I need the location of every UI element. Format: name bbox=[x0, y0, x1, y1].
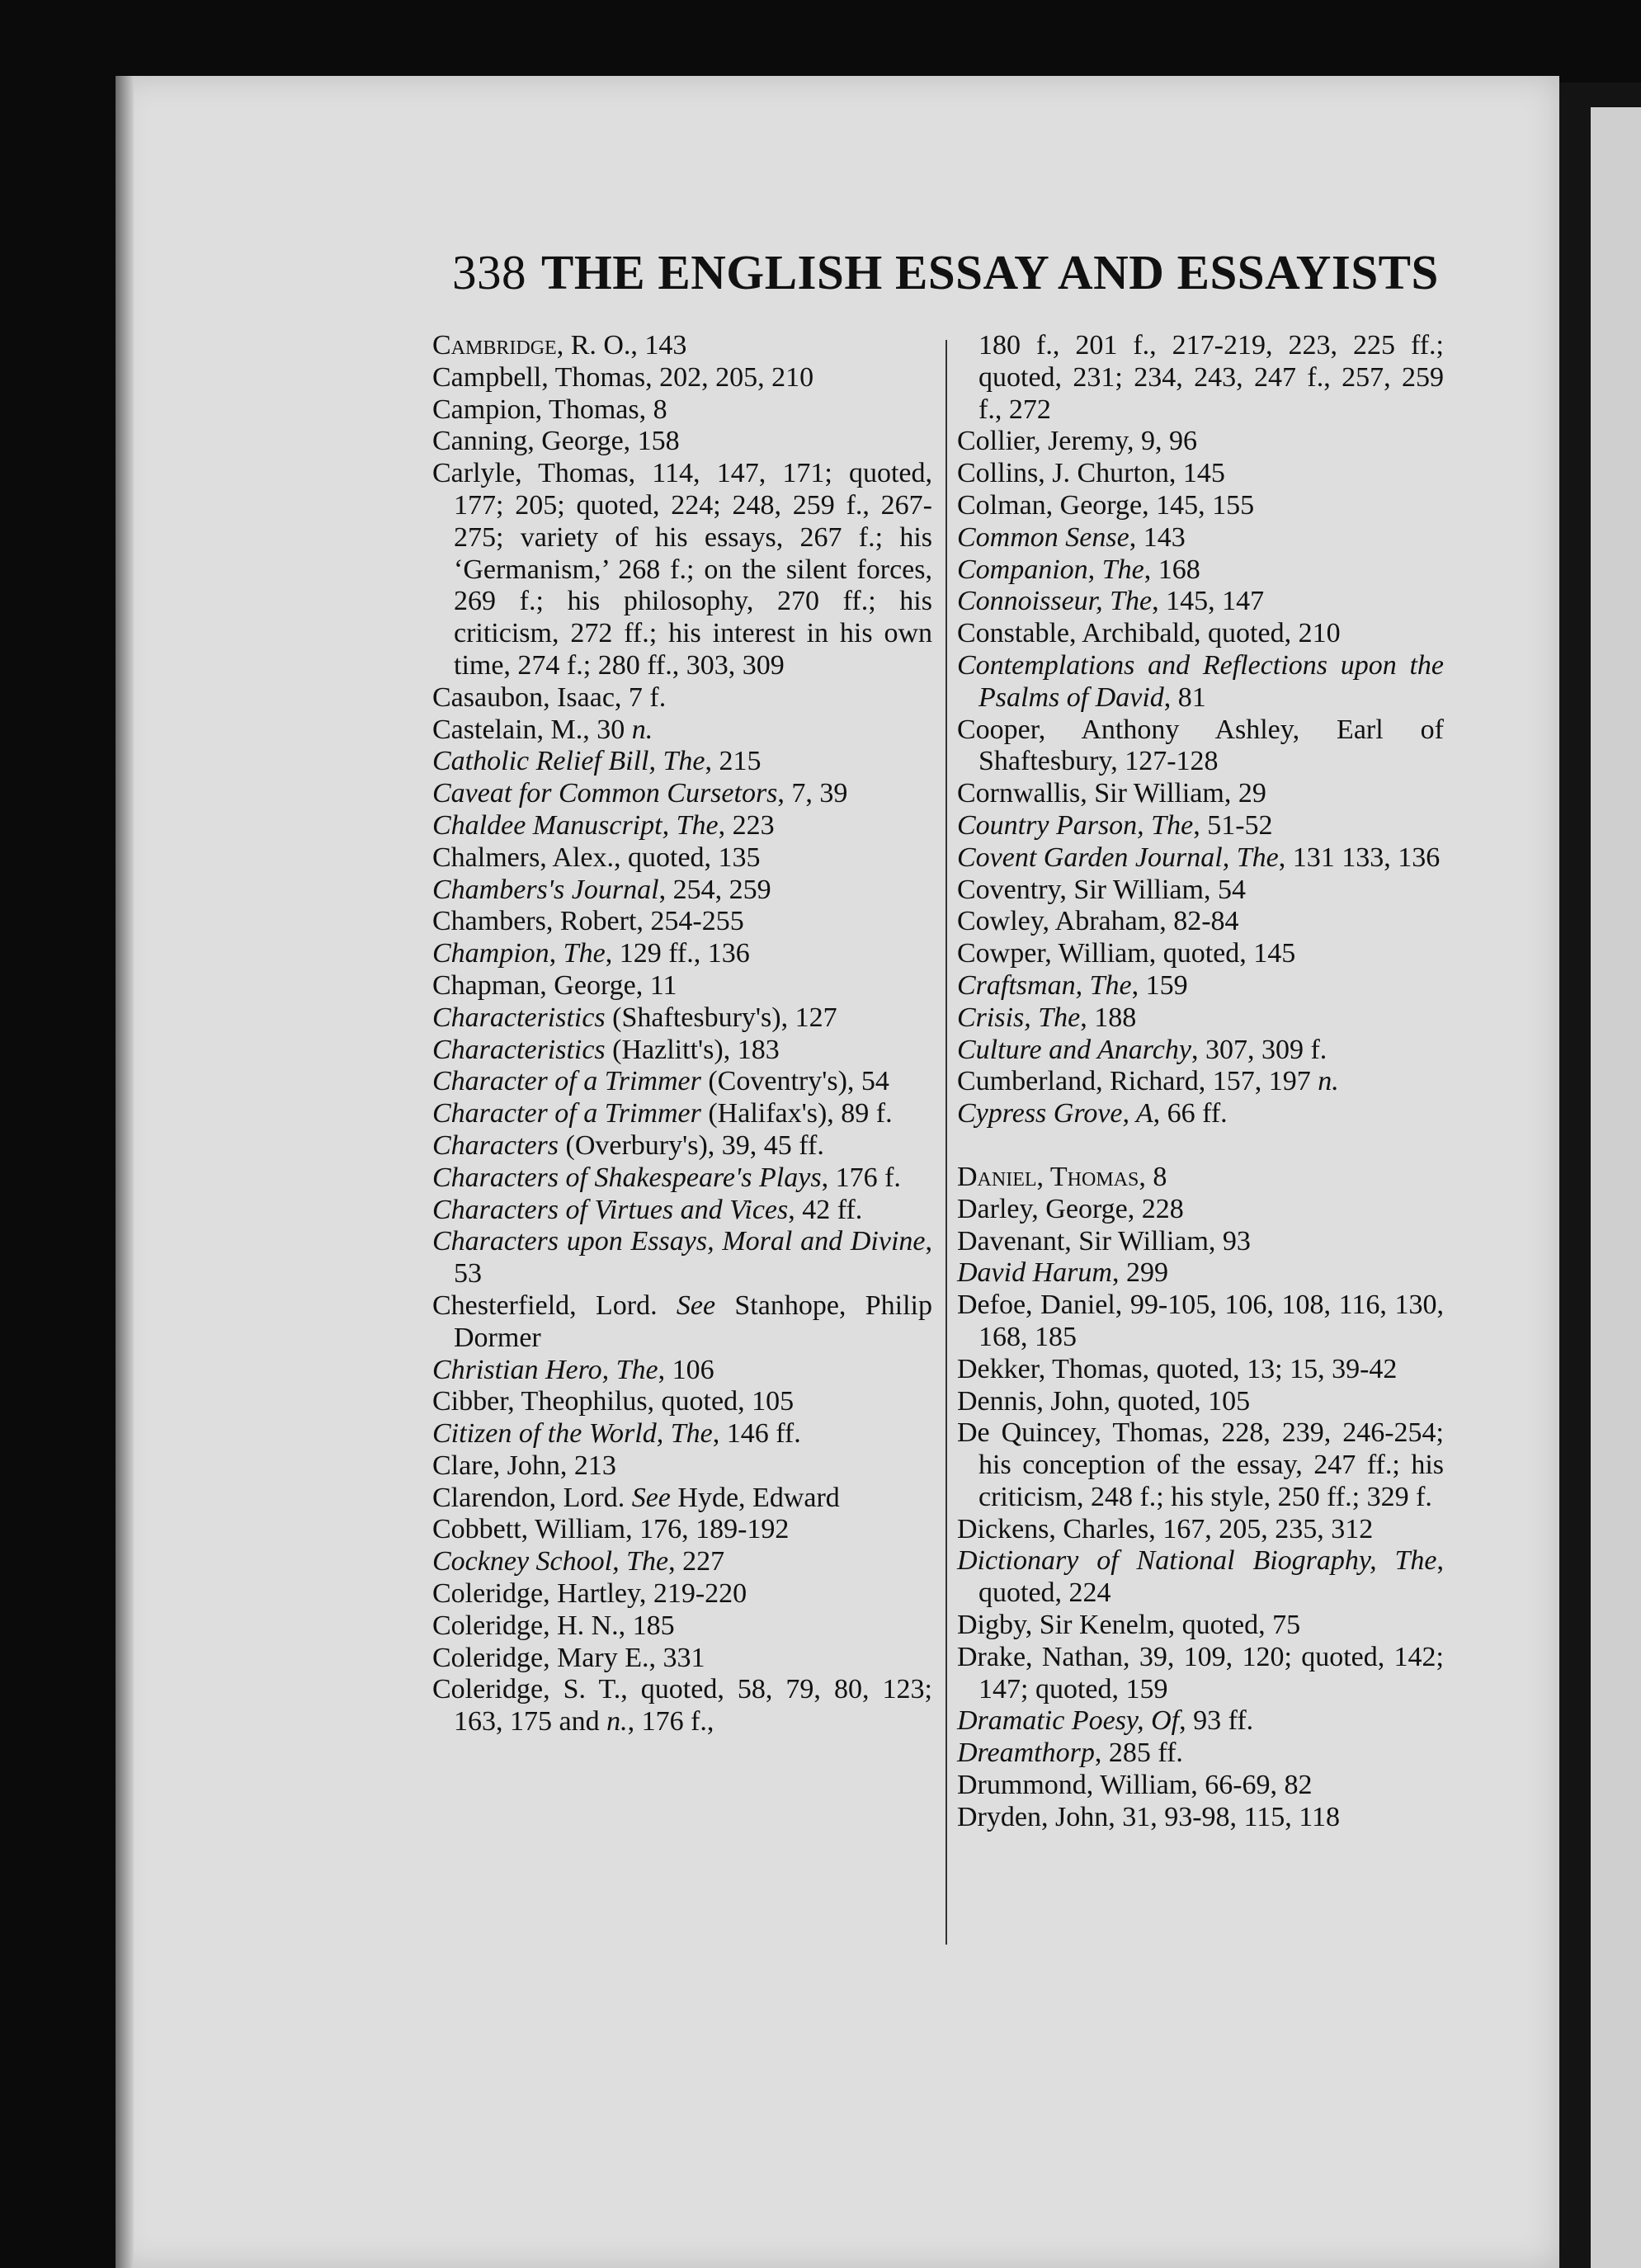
entry-title: Cypress Grove, A bbox=[957, 1098, 1153, 1129]
index-entry bbox=[957, 554, 1444, 587]
entry-pre: Clare, John, 213 bbox=[432, 1450, 616, 1481]
index-entry bbox=[432, 1514, 932, 1546]
entry-post: , 145, 147 bbox=[1152, 586, 1265, 617]
entry-pre: Davenant, Sir William, 93 bbox=[957, 1225, 1251, 1257]
entry-post: , 7, 39 bbox=[777, 778, 848, 809]
index-entry bbox=[957, 1098, 1444, 1130]
entry-title: Dictionary of National Biography, The bbox=[957, 1545, 1437, 1577]
entry-post: , 8 bbox=[1139, 1161, 1167, 1192]
entry-post: , 143 bbox=[1129, 521, 1186, 553]
index-entry bbox=[957, 1066, 1444, 1098]
entry-title: Caveat for Common Cursetors bbox=[432, 778, 778, 809]
entry-pre: Casaubon, Isaac, 7 f. bbox=[432, 681, 667, 713]
entry-title: n. bbox=[631, 714, 653, 745]
index-entry bbox=[957, 1738, 1444, 1770]
entry-post: Hyde, Edward bbox=[670, 1482, 840, 1513]
entry-post: Stanhope, Philip Dormer bbox=[454, 1290, 932, 1353]
entry-title: Characters bbox=[432, 1129, 559, 1161]
entry-title: Covent Garden Journal, The bbox=[957, 842, 1279, 873]
entry-post: , R. O., 143 bbox=[556, 330, 687, 361]
entry-post: , quoted, 224 bbox=[978, 1545, 1444, 1609]
entry-post: , 285 ff. bbox=[1094, 1738, 1183, 1769]
index-entry bbox=[432, 906, 932, 938]
entry-post: , 53 bbox=[454, 1226, 932, 1290]
entry-title: Cockney School, The bbox=[432, 1546, 669, 1577]
entry-post: , 129 ff., 136 bbox=[605, 938, 750, 969]
entry-title: See bbox=[676, 1290, 716, 1321]
entry-post: , 146 ff. bbox=[712, 1418, 801, 1450]
entry-pre: Dickens, Charles, 167, 205, 235, 312 bbox=[957, 1513, 1374, 1544]
entry-post: (Coventry's), 54 bbox=[700, 1066, 889, 1097]
index-entry bbox=[432, 1610, 932, 1643]
index-entry bbox=[432, 458, 932, 682]
index-entry bbox=[957, 1642, 1444, 1706]
index-entry-continuation: 180 f., 201 f., 217-219, 223, 225 ff.; quoted, 231; 234, 243, 247 f., 257, 259 f., 272 bbox=[978, 330, 1444, 425]
entry-title: David Harum bbox=[957, 1257, 1112, 1289]
entry-post: (Hazlitt's), 183 bbox=[605, 1034, 780, 1065]
index-entry bbox=[957, 1354, 1444, 1386]
index-entry bbox=[432, 1643, 932, 1675]
entry-post: , 81 bbox=[1163, 681, 1206, 713]
entry-title: Characters of Virtues and Vices bbox=[432, 1194, 789, 1225]
index-entry bbox=[432, 1578, 932, 1610]
entry-pre: Canning, George, 158 bbox=[432, 426, 680, 457]
index-entry bbox=[432, 1002, 932, 1035]
entry-post: , 51-52 bbox=[1193, 809, 1273, 841]
index-entry bbox=[432, 394, 932, 427]
index-entry bbox=[432, 1035, 932, 1067]
index-entry bbox=[432, 1130, 932, 1162]
index-entry bbox=[957, 938, 1444, 970]
index-entry bbox=[432, 714, 932, 747]
page-number: 338 bbox=[452, 245, 526, 299]
entry-pre: Colman, George, 145, 155 bbox=[957, 489, 1255, 521]
entry-title: Craftsman, The bbox=[957, 969, 1132, 1001]
entry-pre: Constable, Archibald, quoted, 210 bbox=[957, 618, 1341, 649]
index-entry bbox=[957, 906, 1444, 938]
index-entry bbox=[957, 458, 1444, 490]
entry-post: (Overbury's), 39, 45 ff. bbox=[559, 1129, 824, 1161]
column-divider bbox=[945, 340, 947, 1945]
entry-post: , 227 bbox=[668, 1546, 725, 1577]
running-header bbox=[452, 244, 1439, 301]
entry-post: , 254, 259 bbox=[658, 874, 771, 905]
index-entry bbox=[957, 1610, 1444, 1642]
index-entry bbox=[432, 1066, 932, 1098]
running-title: THE ENGLISH ESSAY AND ESSAYISTS bbox=[541, 245, 1439, 299]
entry-title: Dramatic Poesy, Of bbox=[957, 1705, 1180, 1737]
index-entry bbox=[432, 1674, 932, 1738]
entry-post: , 188 bbox=[1080, 1002, 1137, 1033]
entry-title: Characteristics bbox=[432, 1002, 606, 1033]
index-entry bbox=[957, 810, 1444, 842]
index-entry bbox=[432, 938, 932, 970]
entry-pre: Campbell, Thomas, 202, 205, 210 bbox=[432, 361, 814, 393]
index-entry bbox=[432, 1418, 932, 1450]
entry-pre: Cumberland, Richard, 157, 197 bbox=[957, 1066, 1318, 1097]
entry-pre: Carlyle, Thomas, 114, 147, 171; quoted, 177; 205; quoted, 224; 248, 259 f., 267-275; variety of his essays, 267 f.; his ‘Germanism,’ 268 f.; on the silent forces, 269 f.; his philosophy, 270 ff.; his criticism, 272 ff.; his interest in his own time, 274 f.; 280 ff., 303, 309 bbox=[432, 458, 932, 681]
index-entry bbox=[432, 1226, 932, 1290]
entry-title: Character of a Trimmer bbox=[432, 1066, 701, 1097]
index-entry bbox=[957, 522, 1444, 554]
entry-sc: Cambridge bbox=[432, 330, 557, 361]
entry-pre: Chalmers, Alex., quoted, 135 bbox=[432, 842, 761, 873]
index-entry bbox=[432, 778, 932, 810]
entry-title: Dreamthorp bbox=[957, 1738, 1095, 1769]
entry-pre: Cornwallis, Sir William, 29 bbox=[957, 778, 1266, 809]
index-column-right bbox=[957, 330, 1444, 1834]
entry-title: Common Sense bbox=[957, 521, 1129, 553]
index-entry bbox=[432, 810, 932, 842]
entry-pre: De Quincey, Thomas, 228, 239, 246-254; his conception of the essay, 247 ff.; his criticism, 248 f.; his style, 250 ff.; 329 f. bbox=[957, 1417, 1444, 1512]
letter-section-gap bbox=[957, 1130, 1444, 1162]
index-entry bbox=[957, 875, 1444, 907]
index-entry bbox=[957, 1386, 1444, 1418]
entry-pre: Defoe, Daniel, 99-105, 106, 108, 116, 130, 168, 185 bbox=[957, 1290, 1444, 1352]
index-entry bbox=[432, 1483, 932, 1515]
entry-title: Culture and Anarchy bbox=[957, 1034, 1191, 1065]
entry-post: , 131 133, 136 bbox=[1278, 842, 1441, 873]
index-entry bbox=[432, 1386, 932, 1418]
index-entry bbox=[957, 1162, 1444, 1194]
entry-title: See bbox=[631, 1482, 671, 1513]
index-entry bbox=[432, 330, 932, 362]
entry-pre: Collins, J. Churton, 145 bbox=[957, 458, 1225, 489]
entry-pre: Chambers, Robert, 254-255 bbox=[432, 906, 744, 937]
entry-post: (Shaftesbury's), 127 bbox=[605, 1002, 837, 1033]
entry-title: Country Parson, The bbox=[957, 809, 1194, 841]
entry-post: , 42 ff. bbox=[788, 1194, 863, 1225]
entry-post: , 176 f. bbox=[821, 1162, 901, 1193]
entry-post: , 93 ff. bbox=[1179, 1705, 1254, 1737]
entry-sc: Daniel, Thomas bbox=[957, 1161, 1139, 1192]
index-entry bbox=[432, 1195, 932, 1227]
index-entry bbox=[957, 650, 1444, 714]
entry-title: Contemplations and Reflections upon the Psalms of David bbox=[957, 649, 1444, 713]
index-entry bbox=[432, 1098, 932, 1130]
entry-post: , 307, 309 f. bbox=[1191, 1034, 1327, 1065]
index-entry bbox=[957, 1290, 1444, 1354]
entry-title: Characteristics bbox=[432, 1034, 606, 1065]
entry-pre: Coleridge, Hartley, 219-220 bbox=[432, 1578, 747, 1610]
entry-pre: Coleridge, Mary E., 331 bbox=[432, 1642, 705, 1673]
index-entry bbox=[432, 1546, 932, 1578]
entry-title: Chambers's Journal bbox=[432, 874, 659, 905]
entry-pre: Cooper, Anthony Ashley, Earl of Shaftesbury, 127-128 bbox=[957, 714, 1444, 777]
index-entry bbox=[957, 1035, 1444, 1067]
entry-title: Characters of Shakespeare's Plays bbox=[432, 1162, 822, 1193]
entry-pre: Dekker, Thomas, quoted, 13; 15, 39-42 bbox=[957, 1353, 1398, 1384]
index-column-left bbox=[432, 330, 932, 1738]
entry-title: Character of a Trimmer bbox=[432, 1098, 701, 1129]
index-entry bbox=[957, 426, 1444, 458]
index-entry bbox=[432, 362, 932, 394]
index-entry bbox=[432, 682, 932, 714]
index-entry bbox=[957, 1705, 1444, 1738]
index-entry bbox=[957, 714, 1444, 779]
entry-pre: Darley, George, 228 bbox=[957, 1193, 1184, 1224]
index-entry bbox=[957, 1257, 1444, 1290]
index-entry bbox=[957, 1417, 1444, 1513]
entry-title: Champion, The bbox=[432, 938, 606, 969]
entry-pre: Cobbett, William, 176, 189-192 bbox=[432, 1514, 790, 1545]
entry-title: n. bbox=[1318, 1066, 1339, 1097]
entry-post: , 66 ff. bbox=[1153, 1098, 1228, 1129]
entry-pre: Cowper, William, quoted, 145 bbox=[957, 938, 1296, 969]
index-entry bbox=[957, 1002, 1444, 1035]
entry-title: Characters upon Essays, Moral and Divine bbox=[432, 1226, 926, 1257]
entry-pre: Clarendon, Lord. bbox=[432, 1482, 632, 1513]
entry-pre: Drummond, William, 66-69, 82 bbox=[957, 1770, 1313, 1801]
entry-pre: Castelain, M., 30 bbox=[432, 714, 632, 745]
index-entry bbox=[957, 1545, 1444, 1610]
index-entry bbox=[957, 586, 1444, 618]
entry-title: Citizen of the World, The bbox=[432, 1418, 713, 1450]
index-entry bbox=[957, 618, 1444, 650]
entry-pre: Coleridge, S. T., quoted, 58, 79, 80, 123; 163, 175 and bbox=[432, 1674, 932, 1738]
index-entry bbox=[957, 970, 1444, 1002]
entry-pre: Cibber, Theophilus, quoted, 105 bbox=[432, 1386, 795, 1417]
entry-title: Christian Hero, The bbox=[432, 1354, 658, 1385]
entry-title: n. bbox=[606, 1706, 628, 1738]
entry-post: (Halifax's), 89 f. bbox=[700, 1098, 893, 1129]
entry-title: Chaldee Manuscript, The bbox=[432, 809, 719, 841]
entry-title: Catholic Relief Bill, The bbox=[432, 746, 705, 777]
entry-post: , 106 bbox=[658, 1354, 714, 1385]
entry-pre: Chesterfield, Lord. bbox=[432, 1290, 677, 1321]
entry-post: , 159 bbox=[1131, 969, 1188, 1001]
index-entry bbox=[432, 426, 932, 458]
index-entry bbox=[957, 1514, 1444, 1546]
index-entry bbox=[432, 842, 932, 875]
index-entry bbox=[957, 1194, 1444, 1226]
index-entry bbox=[432, 1355, 932, 1387]
entry-post: , 299 bbox=[1111, 1257, 1168, 1289]
entry-pre: Coventry, Sir William, 54 bbox=[957, 874, 1246, 905]
entry-post: , 168 bbox=[1144, 554, 1200, 585]
entry-title: Companion, The bbox=[957, 554, 1144, 585]
page-shadow-edge bbox=[116, 76, 134, 2268]
entry-pre: Dryden, John, 31, 93-98, 115, 118 bbox=[957, 1801, 1340, 1832]
entry-pre: Campion, Thomas, 8 bbox=[432, 394, 667, 425]
index-entry bbox=[957, 1770, 1444, 1802]
entry-pre: Chapman, George, 11 bbox=[432, 969, 677, 1001]
entry-post: , 176 f., bbox=[627, 1706, 714, 1738]
index-entry bbox=[432, 1290, 932, 1355]
index-entry bbox=[432, 1162, 932, 1195]
next-page-edge bbox=[1591, 107, 1641, 2268]
entry-pre: Collier, Jeremy, 9, 96 bbox=[957, 426, 1198, 457]
entry-pre: Drake, Nathan, 39, 109, 120; quoted, 142; 147; quoted, 159 bbox=[957, 1641, 1444, 1705]
entry-title: Crisis, The bbox=[957, 1002, 1081, 1033]
index-entry bbox=[957, 490, 1444, 522]
index-entry bbox=[957, 1226, 1444, 1258]
index-entry bbox=[432, 746, 932, 778]
index-entry bbox=[957, 778, 1444, 810]
entry-pre: Digby, Sir Kenelm, quoted, 75 bbox=[957, 1610, 1301, 1641]
index-entry bbox=[432, 1450, 932, 1483]
index-entry bbox=[432, 875, 932, 907]
entry-pre: Dennis, John, quoted, 105 bbox=[957, 1385, 1251, 1417]
entry-post: , 223 bbox=[718, 809, 775, 841]
entry-pre: Coleridge, H. N., 185 bbox=[432, 1610, 675, 1641]
entry-title: Connoisseur, The bbox=[957, 586, 1153, 617]
entry-pre: Cowley, Abraham, 82-84 bbox=[957, 906, 1239, 937]
index-entry bbox=[957, 842, 1444, 875]
entry-post: , 215 bbox=[705, 746, 762, 777]
index-entry bbox=[957, 1802, 1444, 1834]
index-entry bbox=[432, 970, 932, 1002]
